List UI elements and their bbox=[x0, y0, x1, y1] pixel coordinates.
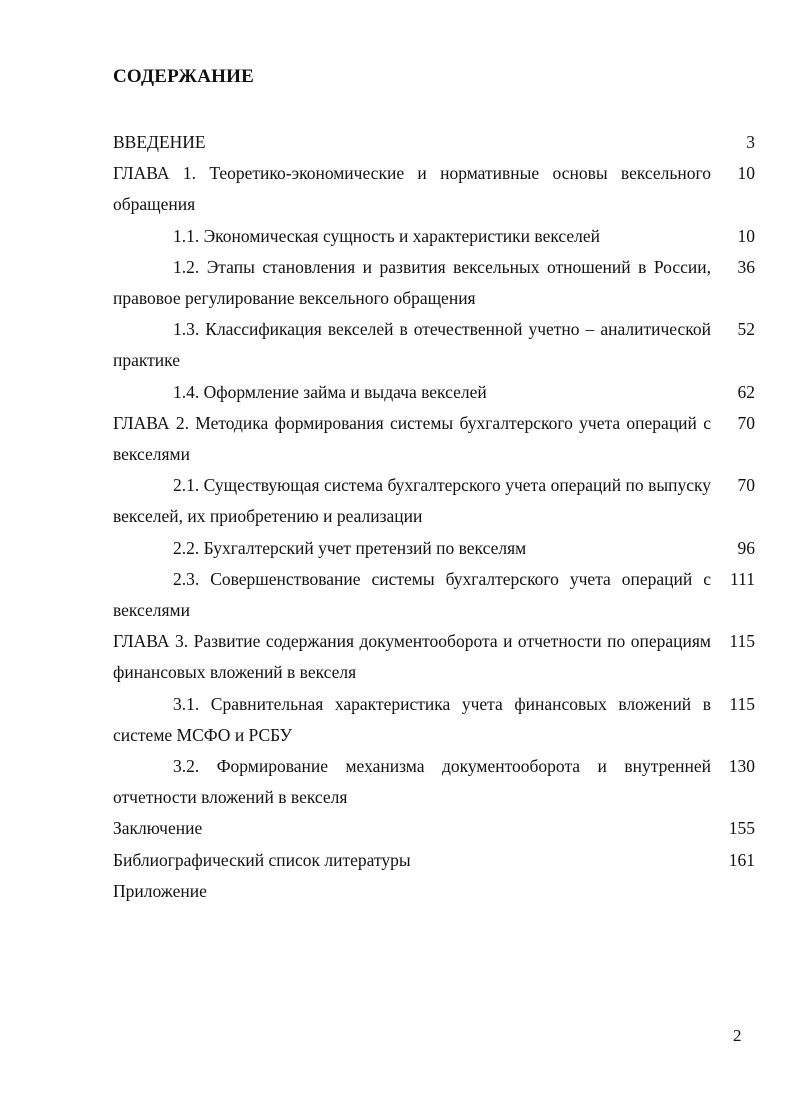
toc-entry-title: 1.1. Экономическая сущность и характеристики векселей bbox=[173, 225, 601, 246]
toc-entry-section-1-1[interactable] bbox=[113, 221, 755, 252]
toc-entry-title: 2.1. Существующая система бухгалтерского учета операций по выпуску векселей, их приобретению и реализации bbox=[113, 475, 711, 527]
toc-entry-introduction[interactable] bbox=[113, 127, 755, 158]
toc-entry-title: ВВЕДЕНИЕ bbox=[113, 132, 206, 152]
toc-entry-page: 161 bbox=[728, 849, 755, 870]
toc-entry-section-3-2[interactable] bbox=[113, 751, 755, 813]
toc-entry-title: 3.1. Сравнительная характеристика учета финансовых вложений в системе МСФО и РСБУ bbox=[113, 693, 711, 745]
toc-entry-chapter-2[interactable] bbox=[113, 408, 755, 470]
toc-entry-page: 62 bbox=[737, 381, 755, 402]
toc-entry-title: 1.4. Оформление займа и выдача векселей bbox=[173, 381, 487, 402]
toc-entry-section-1-4[interactable] bbox=[113, 377, 755, 408]
toc-entry-title: 3.2. Формирование механизма документооборота и внутренней отчетности вложений в векселя bbox=[113, 756, 711, 808]
toc-entry-page: 10 bbox=[737, 163, 755, 184]
toc-entry-page: 70 bbox=[737, 412, 755, 433]
page-number: 2 bbox=[733, 1026, 742, 1045]
toc-heading: СОДЕРЖАНИЕ bbox=[113, 66, 254, 87]
toc-entry-title: ГЛАВА 1. Теоретико-экономические и нормативные основы вексельного обращения bbox=[113, 163, 711, 215]
toc-entry-page: 111 bbox=[730, 568, 755, 589]
toc-entry-title: Заключение bbox=[113, 818, 203, 839]
toc-entry-chapter-1[interactable] bbox=[113, 158, 755, 220]
toc-entry-section-1-3[interactable] bbox=[113, 314, 755, 376]
toc-entry-section-2-2[interactable] bbox=[113, 533, 755, 564]
toc-entry-page: 3 bbox=[746, 132, 755, 152]
toc-entry-title: Библиографический список литературы bbox=[113, 849, 411, 870]
toc-entry-page: 115 bbox=[729, 693, 755, 714]
toc-entry-section-1-2[interactable] bbox=[113, 252, 755, 314]
toc-entry-page: 36 bbox=[737, 256, 755, 277]
toc-entry-appendix[interactable] bbox=[113, 876, 755, 907]
toc-entry-chapter-3[interactable] bbox=[113, 626, 755, 688]
toc-entry-title: 1.2. Этапы становления и развития вексельных отношений в России, правовое регулирование вексельного обращения bbox=[113, 256, 711, 309]
toc-entry-page: 70 bbox=[737, 475, 755, 496]
toc-entry-page: 115 bbox=[729, 631, 755, 652]
toc-entry-section-2-1[interactable] bbox=[113, 470, 755, 532]
toc-entry-page: 10 bbox=[737, 225, 755, 246]
toc-entry-title: Приложение bbox=[113, 880, 207, 901]
toc-entry-title: 2.3. Совершенствование системы бухгалтерского учета операций с векселями bbox=[113, 568, 711, 621]
table-of-contents bbox=[113, 127, 755, 907]
toc-entry-title: ГЛАВА 2. Методика формирования системы бухгалтерского учета операций с векселями bbox=[113, 412, 711, 465]
toc-entry-section-3-1[interactable] bbox=[113, 689, 755, 751]
toc-entry-section-2-3[interactable] bbox=[113, 564, 755, 626]
toc-entry-title: ГЛАВА 3. Развитие содержания документооборота и отчетности по операциям финансовых вложений в векселя bbox=[113, 631, 711, 683]
toc-entry-page: 96 bbox=[737, 537, 755, 558]
toc-entry-page: 130 bbox=[728, 756, 755, 777]
toc-entry-conclusion[interactable] bbox=[113, 813, 755, 844]
toc-entry-bibliography[interactable] bbox=[113, 845, 755, 876]
toc-entry-page: 52 bbox=[737, 319, 755, 340]
toc-entry-title: 2.2. Бухгалтерский учет претензий по векселям bbox=[173, 537, 527, 558]
toc-entry-page: 155 bbox=[728, 818, 755, 839]
toc-entry-title: 1.3. Классификация векселей в отечественной учетно – аналитической практике bbox=[113, 319, 711, 371]
